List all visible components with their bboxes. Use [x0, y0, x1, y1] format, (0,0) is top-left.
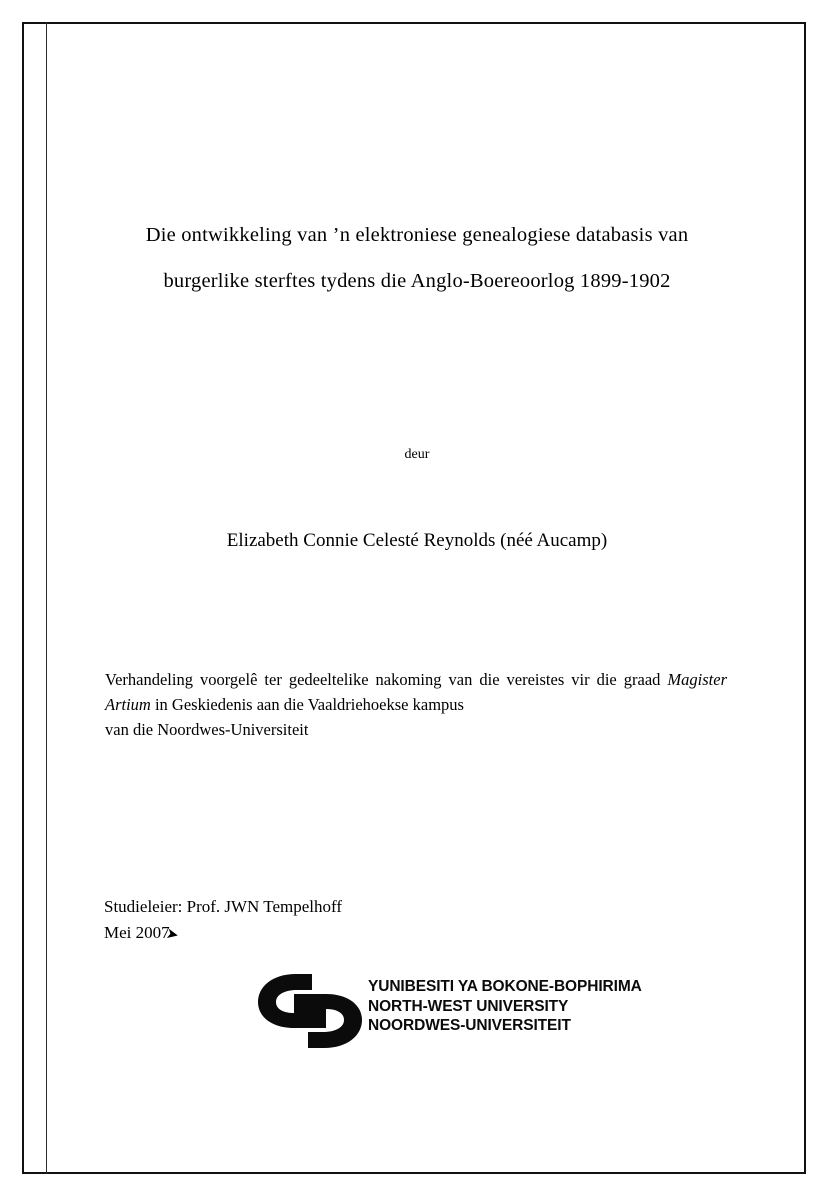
page-content	[104, 22, 730, 1174]
logo-text-line-3: NOORDWES-UNIVERSITEIT	[368, 1017, 571, 1034]
nwu-logo-icon	[256, 972, 366, 1050]
page-inner-margin-line	[46, 22, 47, 1174]
logo-text-line-2: NORTH-WEST UNIVERSITY	[368, 997, 569, 1015]
page-title-line-1: Die ontwikkeling van ’n elektroniese genealogiese databasis van	[145, 224, 689, 246]
date-line: Mei 2007	[104, 923, 170, 942]
page-title	[104, 212, 730, 304]
university-logo-text	[368, 977, 642, 1036]
page-title-line-2: burgerlike sterftes tydens die Anglo-Boereoorlog 1899-1902	[163, 270, 671, 292]
author-name: Elizabeth Connie Celesté Reynolds (néé Aucamp)	[226, 530, 608, 551]
handwritten-mark-icon: ➤	[164, 925, 181, 945]
declaration-institution-line: van die Noordwes-Universiteit	[105, 720, 309, 739]
university-logo	[256, 972, 676, 1052]
supervisor-and-date-block	[104, 894, 604, 946]
date-line-wrap	[104, 920, 181, 946]
supervisor-line: Studieleier: Prof. JWN Tempelhoff	[104, 897, 343, 916]
degree-name-italic: Magister Artium	[105, 670, 727, 714]
by-label: deur	[404, 447, 430, 462]
declaration-text-before-italic: Verhandeling voorgelê ter gedeeltelike nakoming van die vereistes vir die graad	[105, 670, 668, 689]
degree-declaration	[105, 667, 727, 742]
declaration-text-after-italic: in Geskiedenis aan die Vaaldriehoekse kampus	[150, 695, 464, 714]
logo-text-line-1: YUNIBESITI YA BOKONE-BOPHIRIMA	[368, 978, 642, 995]
